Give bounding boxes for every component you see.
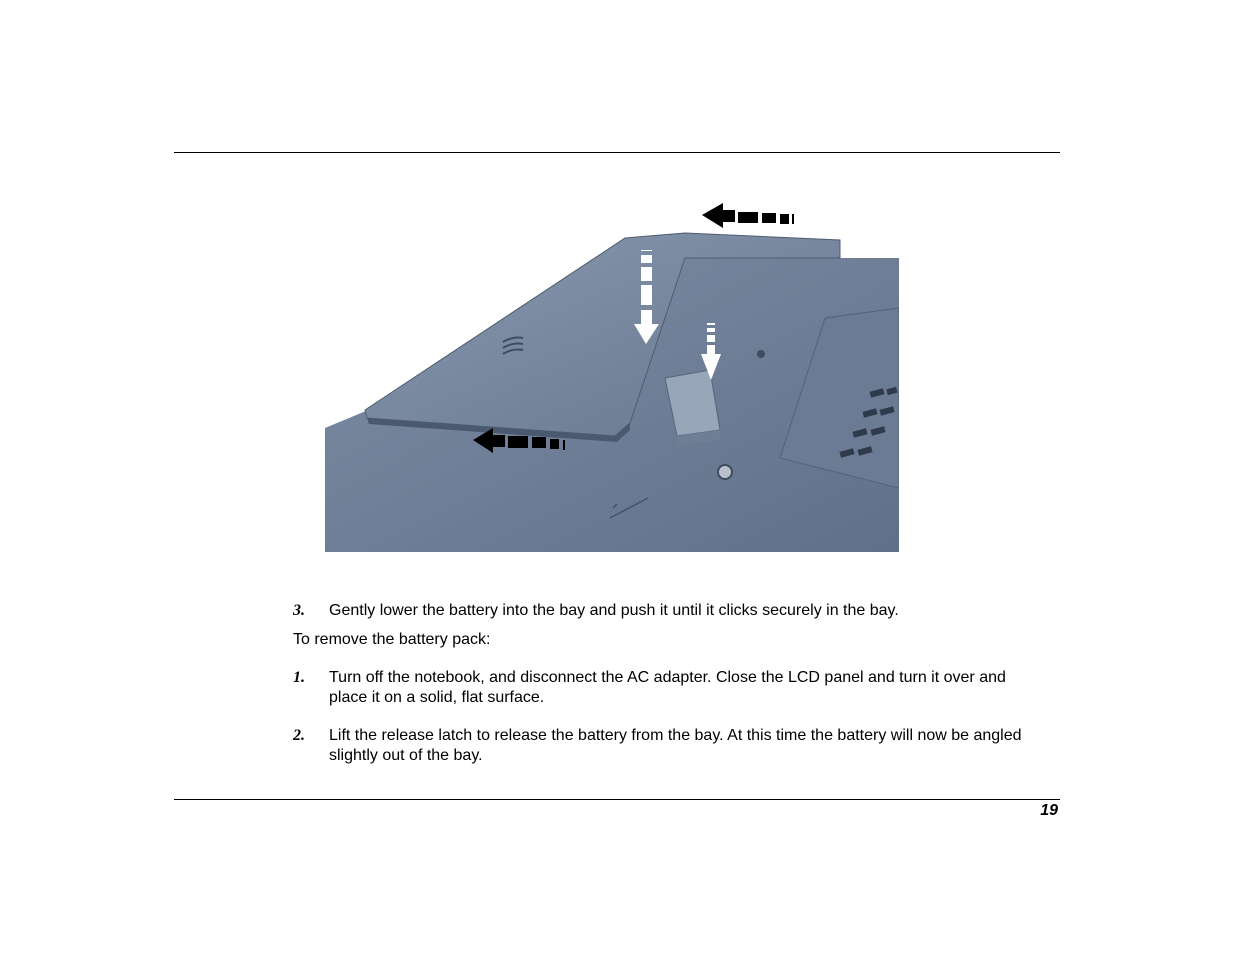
battery-installation-photo [325,178,899,552]
step-text: Turn off the notebook, and disconnect the AC adapter. Close the LCD panel and turn it over and place it on a solid, flat surface. [329,669,1006,706]
step-number: 2. [293,727,305,744]
step-text: Lift the release latch to release the battery from the bay. At this time the battery will now be angled slightly out of the bay. [329,727,1022,764]
header-rule [174,152,1060,153]
footer-rule [174,799,1060,800]
step-number: 3. [293,602,305,619]
step-number: 1. [293,669,305,686]
page-number: 19 [1040,802,1058,819]
step-text: Gently lower the battery into the bay and push it until it clicks securely in the bay. [329,602,899,619]
remove-heading: To remove the battery pack: [293,631,491,648]
slide-arrow-top-icon [702,203,794,228]
screw [718,465,732,479]
